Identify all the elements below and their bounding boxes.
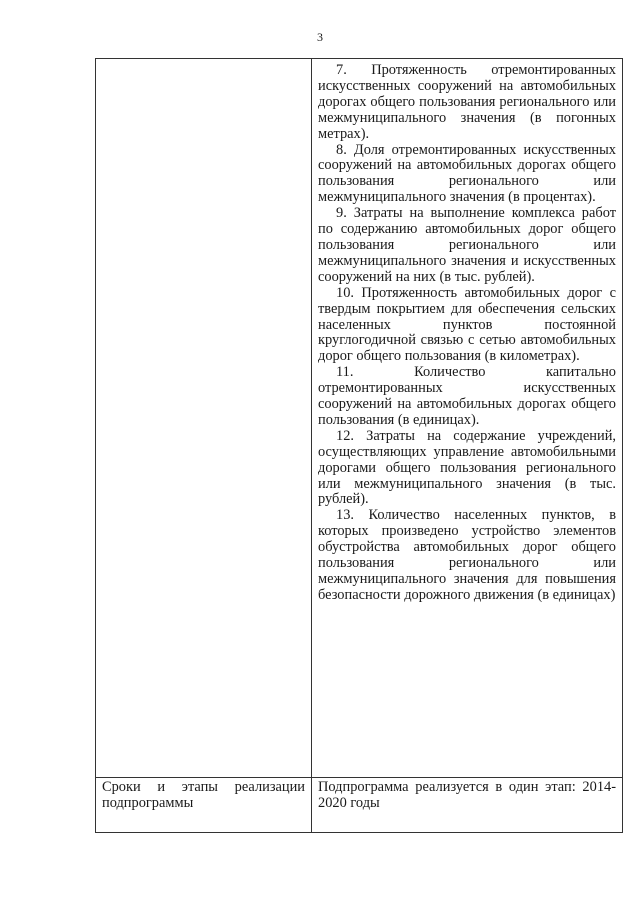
indicator-item: 8. Доля отремонтированных искусственных сооружений на автомобильных дорогах общего пользования регионального или межмуниципального значения (в процентах). (318, 141, 616, 206)
indicator-item: 10. Протяженность автомобильных дорог с твердым покрытием для обеспечения сельских населенных пунктов постоянной круглогодичной связью с сетью автомобильных дорог общего пользования (в километрах). (318, 284, 616, 365)
indicator-item: 7. Протяженность отремонтированных искусственных сооружений на автомобильных дорогах общего пользования регионального или межмуниципального значения (в погонных метрах). (318, 62, 616, 142)
indicator-item: 9. Затраты на выполнение комплекса работ по содержанию автомобильных дорог общего пользования регионального или межмуниципального значения и искусственных сооружений на них (в тыс. рублей). (318, 205, 616, 285)
indicator-item: 11. Количество капитально отремонтированных искусственных сооружений на автомобильных дорогах общего пользования (в единицах). (318, 364, 616, 428)
indicator-item: 12. Затраты на содержание учреждений, осуществляющих управление автомобильными дорогами общего пользования регионального или межмуниципального значения (в тыс. рублей). (318, 427, 616, 508)
terms-label-cell (96, 778, 312, 833)
terms-value-cell (312, 778, 623, 833)
table-row (96, 59, 623, 778)
indicator-item: 13. Количество населенных пунктов, в которых произведено устройство элементов обустройства автомобильных дорог общего пользования регионального или межмуниципального значения для повышения безопасности дорожного движения (в единицах) (318, 507, 616, 603)
terms-label: Сроки и этапы реализации подпрограммы (102, 779, 305, 811)
program-passport-table (95, 58, 623, 833)
indicators-cell (312, 59, 623, 778)
terms-value: Подпрограмма реализуется в один этап: 2014-2020 годы (318, 779, 616, 811)
table-row (96, 778, 623, 833)
empty-label-cell (96, 59, 312, 778)
page-number: 3 (317, 30, 323, 44)
